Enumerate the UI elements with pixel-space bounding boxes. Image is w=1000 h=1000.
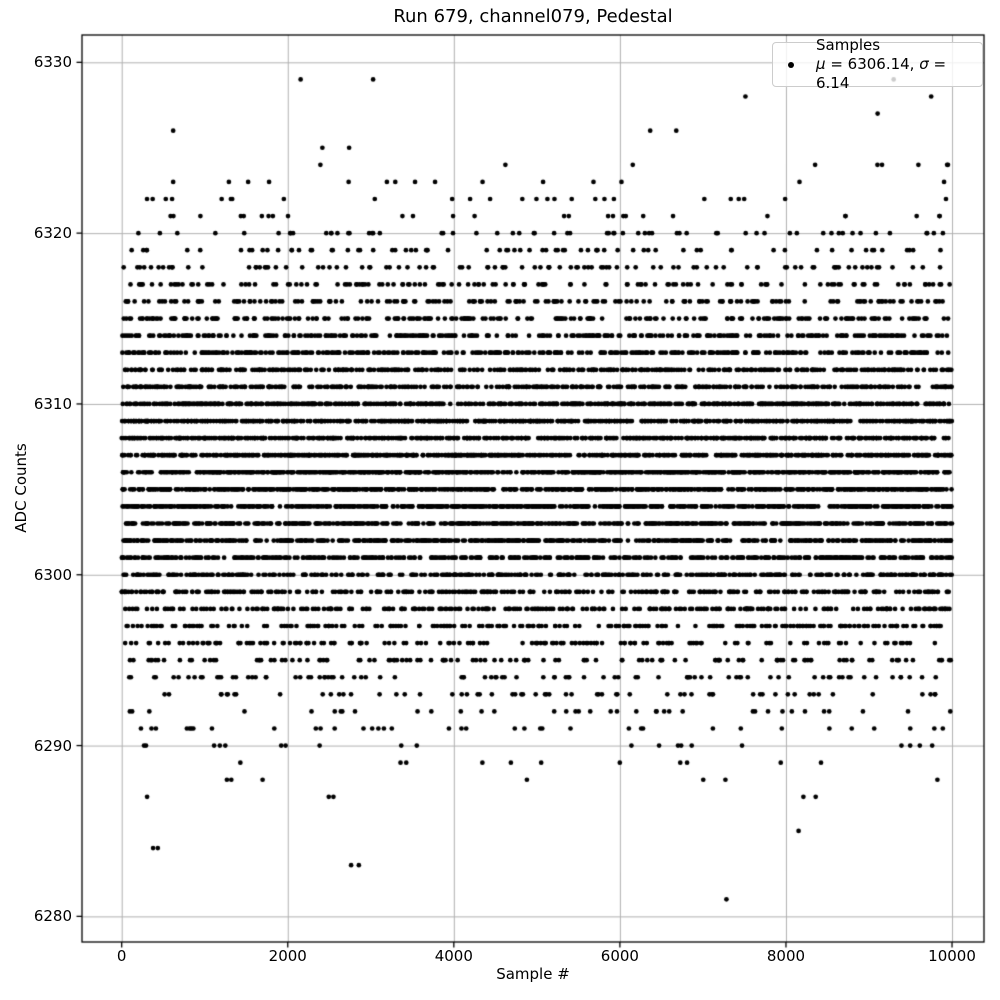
x-tick-label: 0 (116, 947, 127, 965)
x-axis-label: Sample # (496, 965, 570, 983)
mu-value: = 6306.14, (825, 55, 920, 73)
y-tick-label: 6300 (33, 565, 72, 584)
sigma-symbol: σ (919, 55, 929, 73)
x-tick-label: 2000 (268, 947, 307, 965)
y-axis-label: ADC Counts (12, 443, 30, 533)
y-tick-label: 6290 (33, 736, 72, 755)
sigma-value: = 6.14 (816, 55, 947, 92)
x-tick-label: 4000 (434, 947, 473, 965)
legend (772, 36, 983, 92)
legend-series-label: Samples (816, 36, 881, 54)
chart-title: Run 679, channel079, Pedestal (393, 6, 673, 27)
legend-marker-icon (788, 62, 794, 68)
y-tick-label: 6280 (33, 907, 72, 926)
mu-symbol: μ (816, 55, 826, 73)
x-tick-label: 10000 (928, 947, 976, 965)
x-tick-label: 8000 (766, 947, 806, 965)
y-tick-label: 6330 (33, 53, 72, 72)
y-tick-label: 6320 (33, 224, 72, 243)
x-tick-label: 6000 (600, 947, 639, 965)
y-tick-label: 6310 (33, 394, 72, 413)
legend-stats-label (816, 55, 976, 93)
